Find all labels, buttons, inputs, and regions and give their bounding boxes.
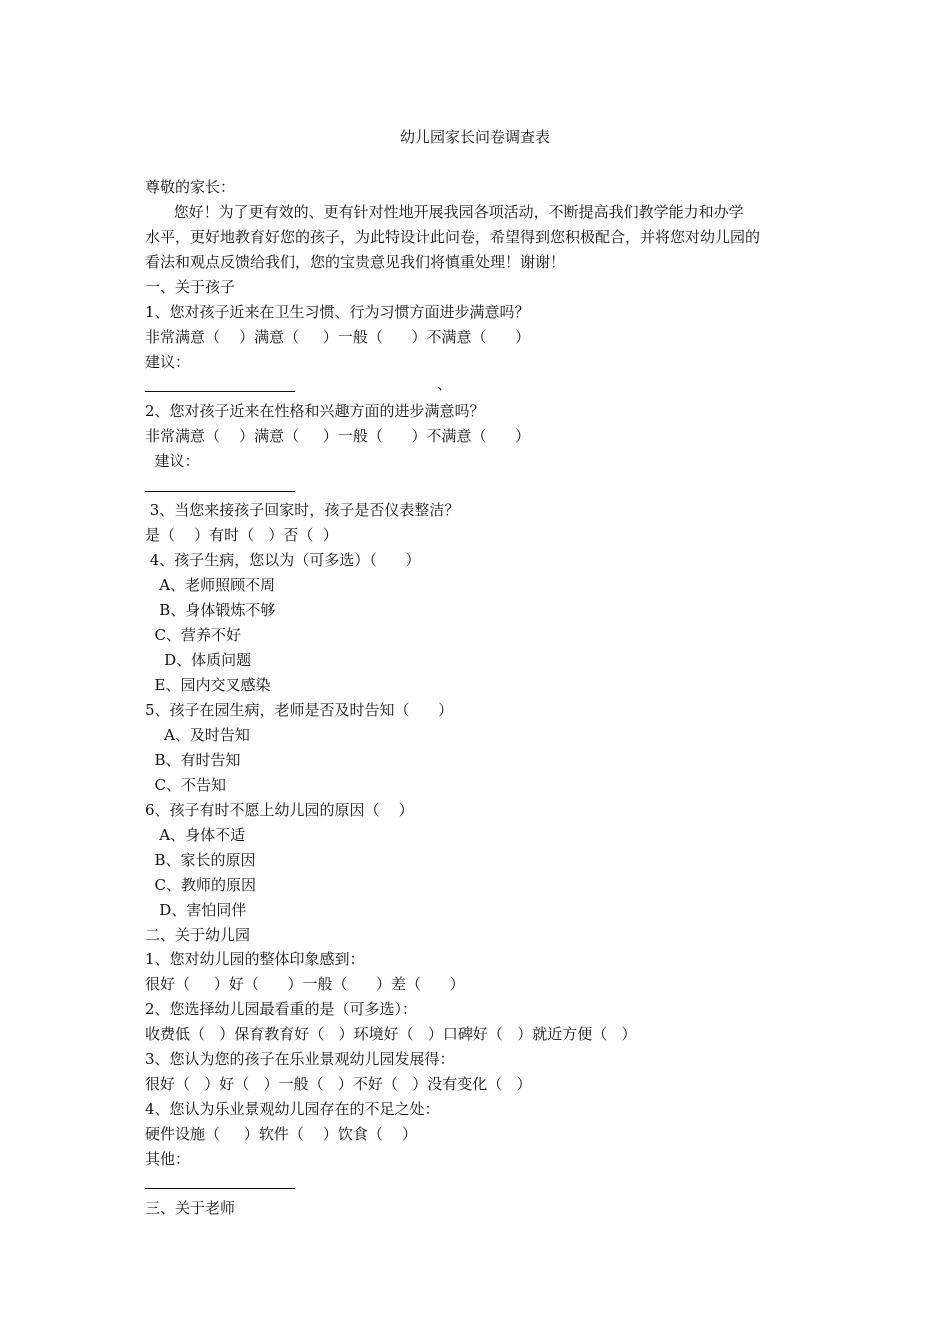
section-2-heading: 二、关于幼儿园 — [145, 926, 251, 944]
s2-other-label: 其他： — [145, 1150, 191, 1168]
s2-question-1: 1、您对幼儿园的整体印象感到： — [145, 950, 365, 968]
s1-question-2-suggestion-label: 建议： — [145, 452, 200, 470]
s1-question-2-suggestion-line — [145, 491, 295, 492]
s1-question-3-options: 是（ ）有时（ ）否（ ） — [145, 526, 338, 544]
s1-question-2-options: 非常满意（ ）满意（ ）一般（ ）不满意（ ） — [145, 427, 531, 445]
s1-question-4-option-d: D、体质问题 — [145, 651, 252, 669]
s1-question-5: 5、孩子在园生病，老师是否及时告知（ ） — [145, 701, 454, 719]
s1-question-6-option-d: D、害怕同伴 — [145, 901, 247, 919]
section-3-heading: 三、关于老师 — [145, 1199, 236, 1217]
s1-question-1-options: 非常满意（ ）满意（ ）一般（ ）不满意（ ） — [145, 328, 531, 346]
s1-question-1-suggestion-label: 建议： — [145, 353, 191, 371]
stray-mark: 、 — [437, 375, 453, 393]
s2-other-line — [145, 1188, 295, 1189]
section-1-heading: 一、关于孩子 — [145, 278, 236, 296]
s1-question-6-option-c: C、教师的原因 — [145, 876, 257, 894]
s1-question-1-suggestion-line — [145, 391, 295, 392]
s1-question-5-option-a: A、及时告知 — [145, 726, 250, 744]
s2-question-3: 3、您认为您的孩子在乐业景观幼儿园发展得： — [145, 1050, 455, 1068]
s1-question-4-option-e: E、园内交叉感染 — [145, 676, 271, 694]
s1-question-3: 3、当您来接孩子回家时，孩子是否仪表整洁？ — [145, 501, 460, 519]
intro-line-2: 水平，更好地教育好您的孩子，为此特设计此问卷，希望得到您积极配合，并将您对幼儿园的 — [145, 228, 761, 246]
s1-question-6: 6、孩子有时不愿上幼儿园的原因（ ） — [145, 801, 414, 819]
s1-question-2: 2、您对孩子近来在性格和兴趣方面的进步满意吗？ — [145, 402, 485, 420]
s1-question-6-option-b: B、家长的原因 — [145, 851, 256, 869]
s1-question-4-option-a: A、老师照顾不周 — [145, 576, 276, 594]
s1-question-4-option-c: C、营养不好 — [145, 626, 242, 644]
s2-question-4: 4、您认为乐业景观幼儿园存在的不足之处： — [145, 1100, 440, 1118]
s1-question-4: 4、孩子生病，您以为（可多选）（ ） — [145, 551, 421, 569]
s2-question-3-options: 很好（ ）好（ ）一般（ ）不好（ ）没有变化（ ） — [145, 1075, 532, 1093]
s1-question-4-option-b: B、身体锻炼不够 — [145, 601, 276, 619]
s1-question-5-option-c: C、不告知 — [145, 776, 227, 794]
s2-question-2-options: 收费低（ ）保育教育好（ ）环境好（ ）口碑好（ ）就近方便（ ） — [145, 1025, 637, 1043]
s2-question-4-options: 硬件设施（ ）软件（ ）饮食（ ） — [145, 1125, 417, 1143]
s1-question-1: 1、您对孩子近来在卫生习惯、行为习惯方面进步满意吗？ — [145, 303, 530, 321]
s2-question-1-options: 很好（ ）好（ ）一般（ ）差（ ） — [145, 975, 465, 993]
intro-line-1: 您好！为了更有效的、更有针对性地开展我园各项活动，不断提高我们教学能力和办学 — [145, 203, 744, 221]
intro-line-3: 看法和观点反馈给我们，您的宝贵意见我们将慎重处理！谢谢！ — [145, 253, 566, 271]
s1-question-6-option-a: A、身体不适 — [145, 826, 246, 844]
s1-question-5-option-b: B、有时告知 — [145, 751, 241, 769]
page-title: 幼儿园家长问卷调查表 — [399, 128, 550, 146]
greeting: 尊敬的家长： — [145, 178, 236, 196]
s2-question-2: 2、您选择幼儿园最看重的是（可多选）： — [145, 1000, 418, 1018]
